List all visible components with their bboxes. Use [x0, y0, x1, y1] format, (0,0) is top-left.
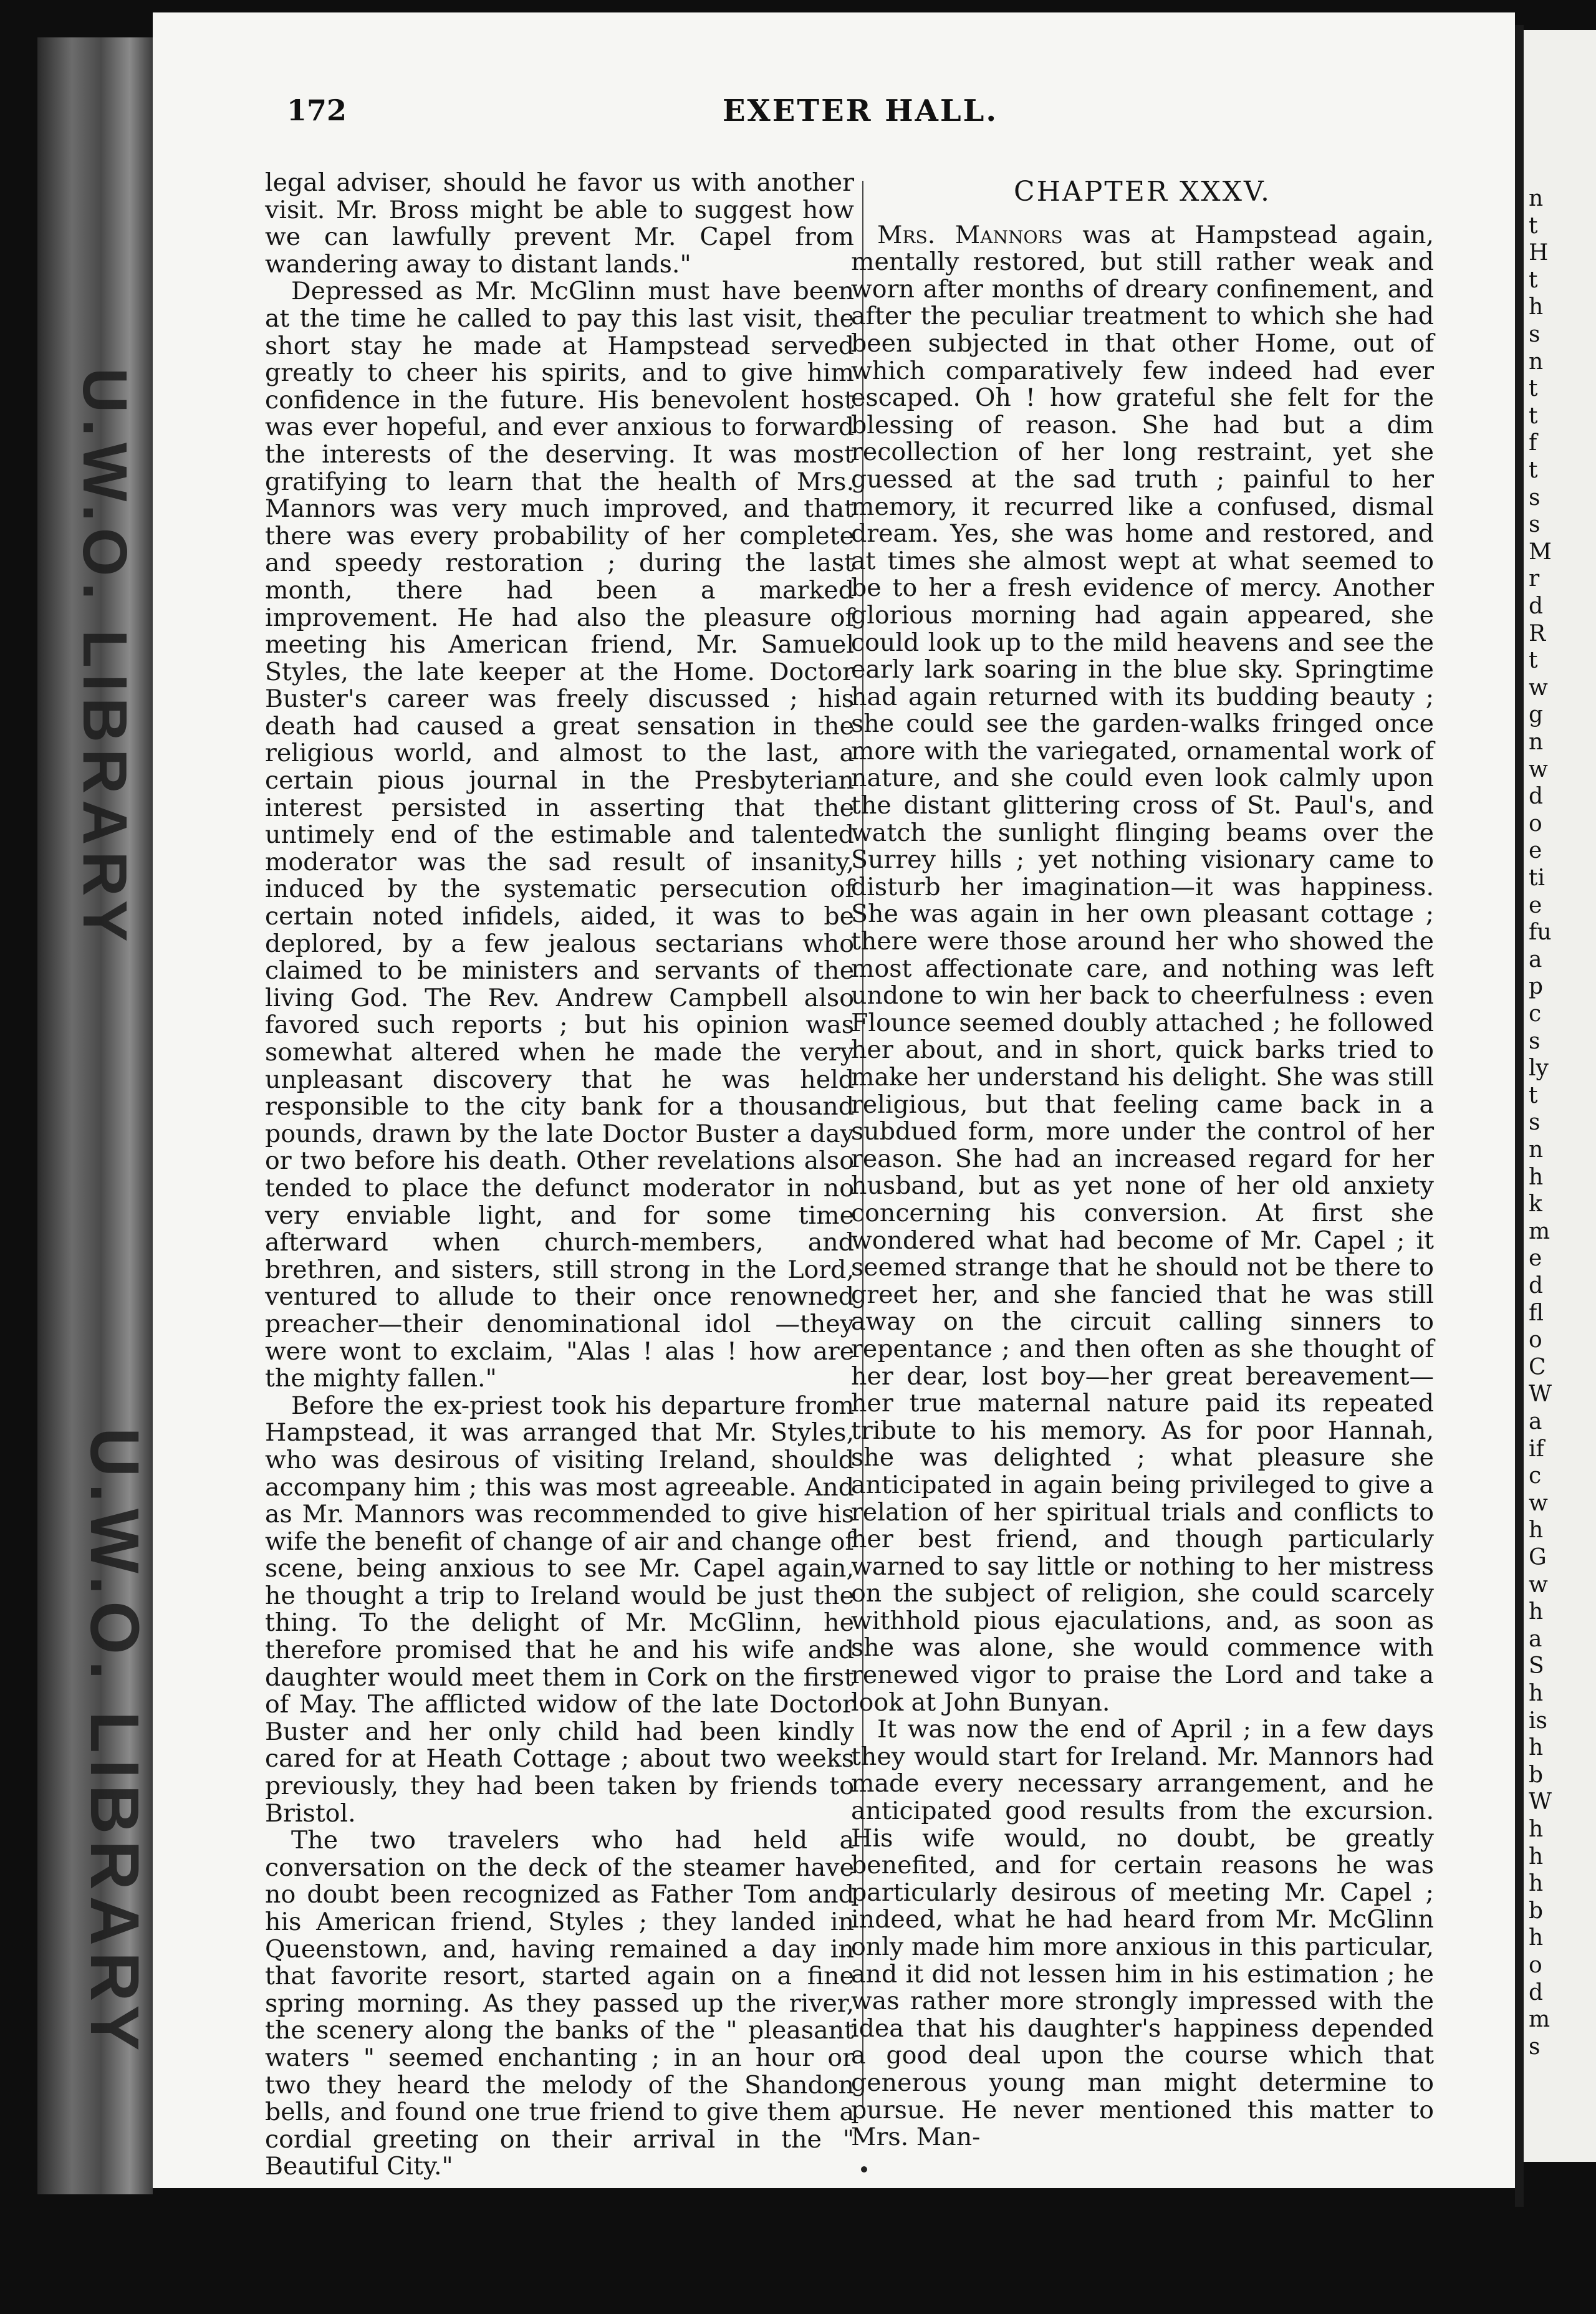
adjacent-page-fragment: t: [1529, 376, 1538, 402]
paragraph: [851, 222, 1434, 1717]
adjacent-page-fragment: e: [1529, 838, 1542, 864]
adjacent-page-fragment: if: [1529, 1436, 1544, 1462]
adjacent-page-fragment: h: [1529, 1599, 1544, 1625]
adjacent-page-fragment: m: [1529, 2007, 1550, 2033]
adjacent-page-fragment: t: [1529, 267, 1538, 293]
adjacent-page-fragment: W: [1529, 1789, 1552, 1815]
adjacent-page-fragment: a: [1529, 946, 1542, 972]
adjacent-page-fragment: w: [1529, 1490, 1548, 1516]
adjacent-page-fragment: fl: [1529, 1300, 1544, 1326]
left-column: [265, 170, 854, 2181]
adjacent-page-fragment: s: [1529, 322, 1541, 347]
adjacent-page-fragment: p: [1529, 974, 1544, 1000]
adjacent-page-fragment: fu: [1529, 919, 1552, 946]
adjacent-page-fragment: b: [1529, 1762, 1544, 1788]
adjacent-page-fragment: s: [1529, 512, 1541, 538]
adjacent-page-fragment: h: [1529, 1843, 1544, 1870]
adjacent-page-fragment: a: [1529, 1409, 1542, 1434]
chapter-title: CHAPTER XXXV.: [1013, 176, 1272, 208]
adjacent-page-fragment: t: [1529, 213, 1538, 239]
adjacent-page-fragment: d: [1529, 784, 1544, 810]
adjacent-page-fragment: h: [1529, 1517, 1544, 1543]
adjacent-page-fragment: o: [1529, 1327, 1542, 1353]
adjacent-page-fragment: W: [1529, 1381, 1552, 1408]
adjacent-page-fragment: c: [1529, 1463, 1542, 1489]
adjacent-page-fragment: S: [1529, 1653, 1544, 1679]
adjacent-page-fragment: b: [1529, 1898, 1544, 1924]
page-speck: [861, 2166, 867, 2172]
adjacent-page-fragment: o: [1529, 810, 1542, 837]
paragraph: The two travelers who had held a conversation on the deck of the steamer have no doubt been recognized as Father Tom and his American friend, Styles ; they landed in Queenstown, and, having remained a day in that favorite resort, started again on a fine spring morning. As they passed up the river, the scenery along the banks of the " pleasant waters " seemed enchanting ; in an hour or two they heard the melody of the Shandon bells, and found one true friend to give them a cordial greeting on their arrival in the " Beautiful City.": [265, 1826, 854, 2181]
adjacent-page-fragment: w: [1529, 756, 1548, 782]
adjacent-page-fragment: d: [1529, 1273, 1544, 1299]
adjacent-page-fragment: n: [1529, 186, 1544, 211]
paragraph: Depressed as Mr. McGlinn must have been at the time he called to pay this last visit, the short stay he made at Hampstead served greatly to cheer his spirits, and to give him confidence in the future. His benevolent host was ever hopeful, and ever anxious to forward the interests of the deserving. It was most gratifying to learn that the health of Mrs. Mannors was very much improved, and that there was every probability of her complete and speedy restoration ; during the last month, there had been a marked improvement. He had also the pleasure of meeting his American friend, Mr. Samuel Styles, the late keeper at the Home. Doctor Buster's career was freely discussed ; his death had caused a great sensation in the religious world, and almost to the last, a certain pious journal in the Presbyterian interest persisted in asserting that the untimely end of the estimable and talented moderator was the sad result of insanity, induced by the systematic persecution of certain noted infidels, aided, it was to be deplored, by a few jealous sectarians who claimed to be ministers and servants of the living God. The Rev. Andrew Campbell also favored such reports ; but his opinion was somewhat altered when he made the very unpleasant discovery that he was held responsible to the city bank for a thousand pounds, drawn by the late Doctor Buster a day or two before his death. Other revelations also tended to place the defunct moderator in no very enviable light, and for some time afterward when church-members, and brethren, and sisters, still strong in the Lord, ventured to allude to their once renowned preacher—their denominational idol —they were wont to exclaim, "Alas ! alas ! how are the mighty fallen.": [265, 277, 854, 1393]
adjacent-page-fragment: w: [1529, 1572, 1548, 1598]
running-head: EXETER HALL.: [722, 94, 999, 128]
adjacent-page-fragment: ly: [1529, 1055, 1549, 1082]
right-column: [851, 178, 1434, 2151]
adjacent-page-fragment: ti: [1529, 865, 1545, 891]
opening-words: Mrs. Mannors: [877, 220, 1063, 249]
adjacent-page-fragment: H: [1529, 240, 1549, 266]
adjacent-page-fragment: o: [1529, 1952, 1542, 1978]
adjacent-page-fragment: C: [1529, 1354, 1546, 1380]
adjacent-page-fragment: h: [1529, 1681, 1544, 1706]
adjacent-page-fragment: h: [1529, 1817, 1544, 1842]
adjacent-page-fragment: s: [1529, 2033, 1541, 2060]
adjacent-page-fragment: is: [1529, 1707, 1547, 1734]
page-number: 172: [287, 94, 347, 127]
adjacent-page-fragment: h: [1529, 1164, 1544, 1190]
paragraph: legal adviser, should he favor us with another visit. Mr. Bross might be able to suggest how we can lawfully prevent Mr. Capel from wandering away to distant lands.": [265, 168, 854, 279]
adjacent-page-fragment: t: [1529, 403, 1538, 429]
adjacent-page-fragment: h: [1529, 294, 1544, 320]
adjacent-page-fragment: s: [1529, 484, 1541, 511]
adjacent-page-fragment: w: [1529, 675, 1548, 701]
adjacent-page-edge: [1524, 30, 1596, 2162]
adjacent-page-fragment: a: [1529, 1626, 1542, 1652]
adjacent-page-fragment: f: [1529, 430, 1537, 456]
library-stamp-bottom: U.W.O. LIBRARY: [76, 1428, 153, 2057]
adjacent-page-fragment: t: [1529, 458, 1538, 483]
adjacent-page-fragment: n: [1529, 348, 1544, 375]
paragraph-text: was at Hampstead again, mentally restored, but still rather weak and worn after months of dreary confinement, and after the peculiar treatment to which she had been subjected in that other Home, out of which comparatively few indeed had ever escaped. Oh ! how grateful she felt for the blessing of reason. She had but a dim recollection of her long restraint, yet she guessed at the sad truth ; painful to her memory, it recurred like a confused, dismal dream. Yes, she was home and restored, and at times she almost wept at what seemed to be to her a fresh evidence of mercy. Another glorious morning had again appeared, she could look up to the mild heavens and see the early lark soaring in the blue sky. Springtime had again returned with its budding beauty ; she could see the garden-walks fringed once more with the variegated, ornamental work of nature, and she could even look calmly upon the distant glittering cross of St. Paul's, and watch the sunlight flinging beams over the Surrey hills ; yet nothing visionary came to disturb her imagination—it was happiness. She was again in her own pleasant cottage ; there were those around her who showed the most affectionate care, and nothing was left undone to win her back to cheerfulness : even Flounce seemed doubly attached ; he followed her about, and in short, quick barks tried to make her understand his delight. She was still religious, but that feeling came back in a subdued form, more under the control of her reason. She had an increased regard for her husband, but as yet none of her old anxiety concerning his conversion. At first she wondered what had become of Mr. Capel ; it seemed strange that he should not be there to greet her, and she fancied that he was still away on the circuit calling sinners to repentance ; and then often as she thought of her dear, lost boy—her great bereavement—her true maternal nature paid its repeated tribute to his memory. As for poor Hannah, she was delighted ; what pleasure she anticipated in again being privileged to give a relation of her spiritual trials and conflicts to her best friend, and though particularly warned to say little or nothing to her mistress on the subject of religion, she could scarcely withhold pious ejaculations, and, as soon as she was alone, she would commence with renewed vigor to praise the Lord and take a look at John Bunyan.: [851, 220, 1434, 1717]
adjacent-page-fragment: k: [1529, 1191, 1542, 1217]
adjacent-page-fragment: h: [1529, 1735, 1544, 1761]
library-stamp-top: U.W.O. LIBRARY: [70, 368, 140, 948]
adjacent-page-fragment: h: [1529, 1871, 1544, 1897]
adjacent-page-fragment: c: [1529, 1001, 1542, 1027]
adjacent-page-fragment: s: [1529, 1028, 1541, 1054]
adjacent-page-fragment: d: [1529, 593, 1544, 619]
adjacent-page-fragment: n: [1529, 1137, 1544, 1163]
adjacent-page-fragment: M: [1529, 539, 1552, 565]
adjacent-page-fragment: m: [1529, 1218, 1550, 1244]
adjacent-page-fragment: t: [1529, 648, 1538, 674]
adjacent-page-fragment: G: [1529, 1545, 1547, 1570]
page-gutter: [1515, 25, 1524, 2207]
adjacent-page-fragment: t: [1529, 1082, 1538, 1108]
adjacent-page-fragment: R: [1529, 620, 1546, 646]
adjacent-page-fragment: d: [1529, 1979, 1544, 2005]
paragraph: It was now the end of April ; in a few days they would start for Ireland. Mr. Mannors had made every necessary arrangement, and he anticipated good results from the excursion. His wife would, no doubt, be greatly benefited, and for certain reasons he was particularly desirous of meeting Mr. Capel ; indeed, what he had heard from Mr. McGlinn only made him more anxious in this particular, and it did not lessen him in his estimation ; he was rather more strongly impressed with the idea that his daughter's happiness depended a good deal upon the course which that generous young man might determine to pursue. He never mentioned this matter to Mrs. Man-: [851, 1715, 1434, 2152]
adjacent-page-fragment: e: [1529, 892, 1542, 918]
adjacent-page-fragment: n: [1529, 729, 1544, 755]
adjacent-page-fragment: g: [1529, 702, 1544, 728]
adjacent-page-fragment: r: [1529, 566, 1540, 592]
adjacent-page-fragment: h: [1529, 1925, 1544, 1951]
page-header: [287, 94, 1434, 143]
paragraph: Before the ex-priest took his departure from Hampstead, it was arranged that Mr. Styles, who was desirous of visiting Ireland, should accompany him ; this was most agreeable. And as Mr. Mannors was recommended to give his wife the benefit of change of air and change of scene, being anxious to see Mr. Capel again, he thought a trip to Ireland would be just the thing. To the delight of Mr. McGlinn, he therefore promised that he and his wife and daughter would meet them in Cork on the first of May. The afflicted widow of the late Doctor Buster and her only child had been kindly cared for at Heath Cottage ; about two weeks previously, they had been taken by friends to Bristol.: [265, 1391, 854, 1828]
adjacent-page-fragment: e: [1529, 1246, 1542, 1272]
adjacent-page-fragment: s: [1529, 1110, 1541, 1136]
